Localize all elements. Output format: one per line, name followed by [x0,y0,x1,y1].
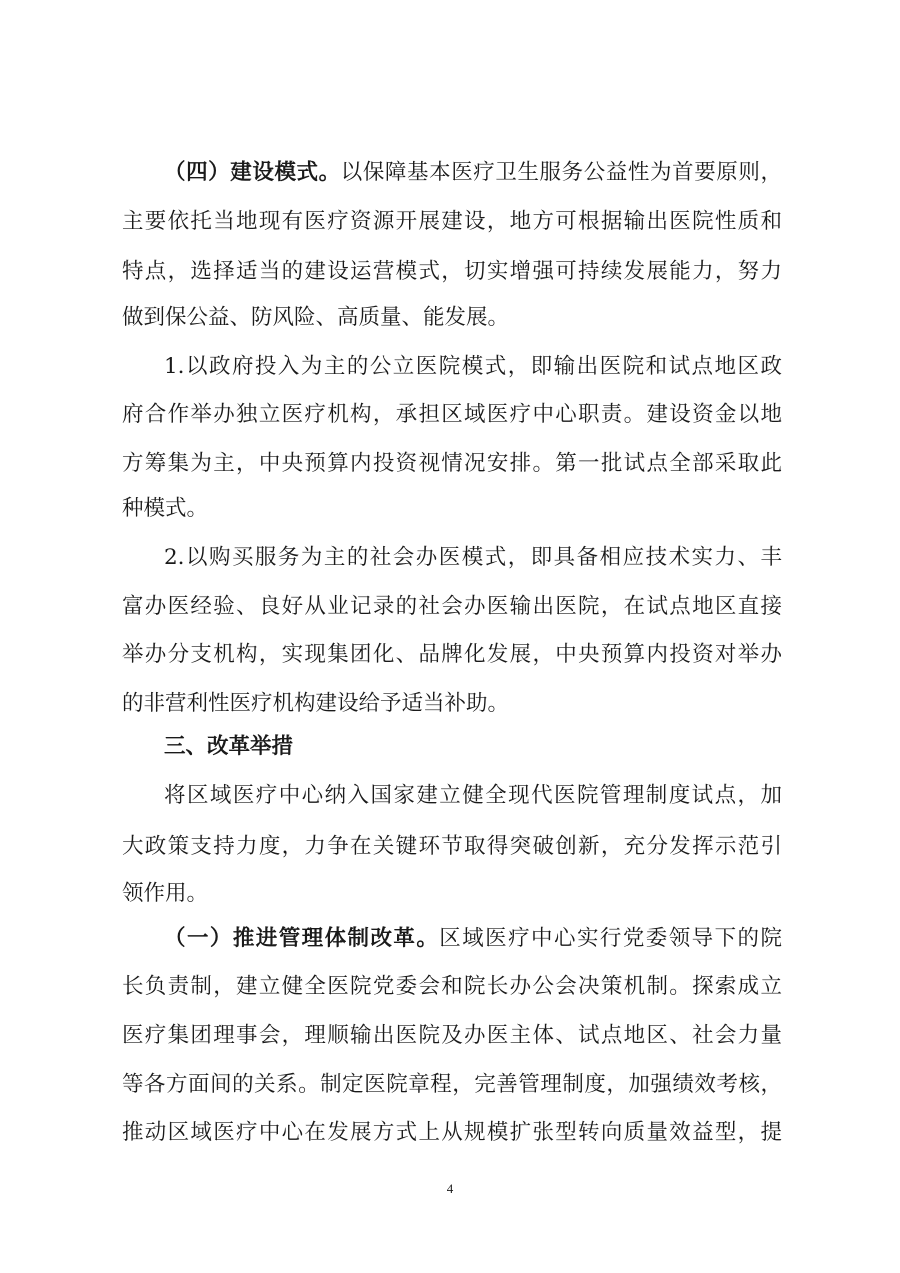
subsection-1-title: （一）推进管理体制改革。 [164,926,440,951]
subsection-1-line-1 [164,921,782,957]
paragraph-line: 大政策支持力度，力争在关键环节取得突破创新，充分发挥示范引 [122,834,782,859]
paragraph-line: 领作用。 [122,881,209,906]
paragraph-line: 特点，选择适当的建设运营模式，切实增强可持续发展能力，努力 [122,259,782,284]
item-2-line-1: 2.以购买服务为主的社会办医模式，即具备相应技术实力、丰 [164,545,782,570]
paragraph-line: 富办医经验、良好从业记录的社会办医输出医院，在试点地区直接 [122,594,782,619]
section-4-line-1 [164,155,782,191]
paragraph-line: 医疗集团理事会，理顺输出医院及办医主体、试点地区、社会力量 [122,1023,782,1048]
paragraph-line: 举办分支机构，实现集团化、品牌化发展，中央预算内投资对举办 [122,642,782,667]
paragraph-line: 做到保公益、防风险、高质量、能发展。 [122,305,510,330]
item-1-line-1: 1.以政府投入为主的公立医院模式，即输出医院和试点地区政 [164,354,782,379]
paragraph-line: 府合作举办独立医疗机构，承担区域医疗中心职责。建设资金以地 [122,402,782,427]
paragraph-line: 等各方面间的关系。制定医院章程，完善管理制度，加强绩效考核， [122,1072,782,1097]
section-4-text: 以保障基本医疗卫生服务公益性为首要原则， [340,160,782,185]
page-number: 4 [446,1181,454,1196]
paragraph-line: 方筹集为主，中央预算内投资视情况安排。第一批试点全部采取此 [122,451,782,476]
paragraph-line: 长负责制，建立健全医院党委会和院长办公会决策机制。探索成立 [122,974,782,999]
section-4-title: （四）建设模式。 [164,160,341,185]
subsection-1-text: 区域医疗中心实行党委领导下的院 [439,926,782,951]
paragraph-line: 将区域医疗中心纳入国家建立健全现代医院管理制度试点，加 [164,783,782,808]
paragraph-line: 主要依托当地现有医疗资源开展建设，地方可根据输出医院性质和 [122,209,782,234]
paragraph-line: 的非营利性医疗机构建设给予适当补助。 [122,691,510,716]
section-heading: 三、改革举措 [164,734,294,759]
paragraph-line: 种模式。 [122,496,209,521]
paragraph-line: 推动区域医疗中心在发展方式上从规模扩张型转向质量效益型，提 [122,1120,782,1145]
